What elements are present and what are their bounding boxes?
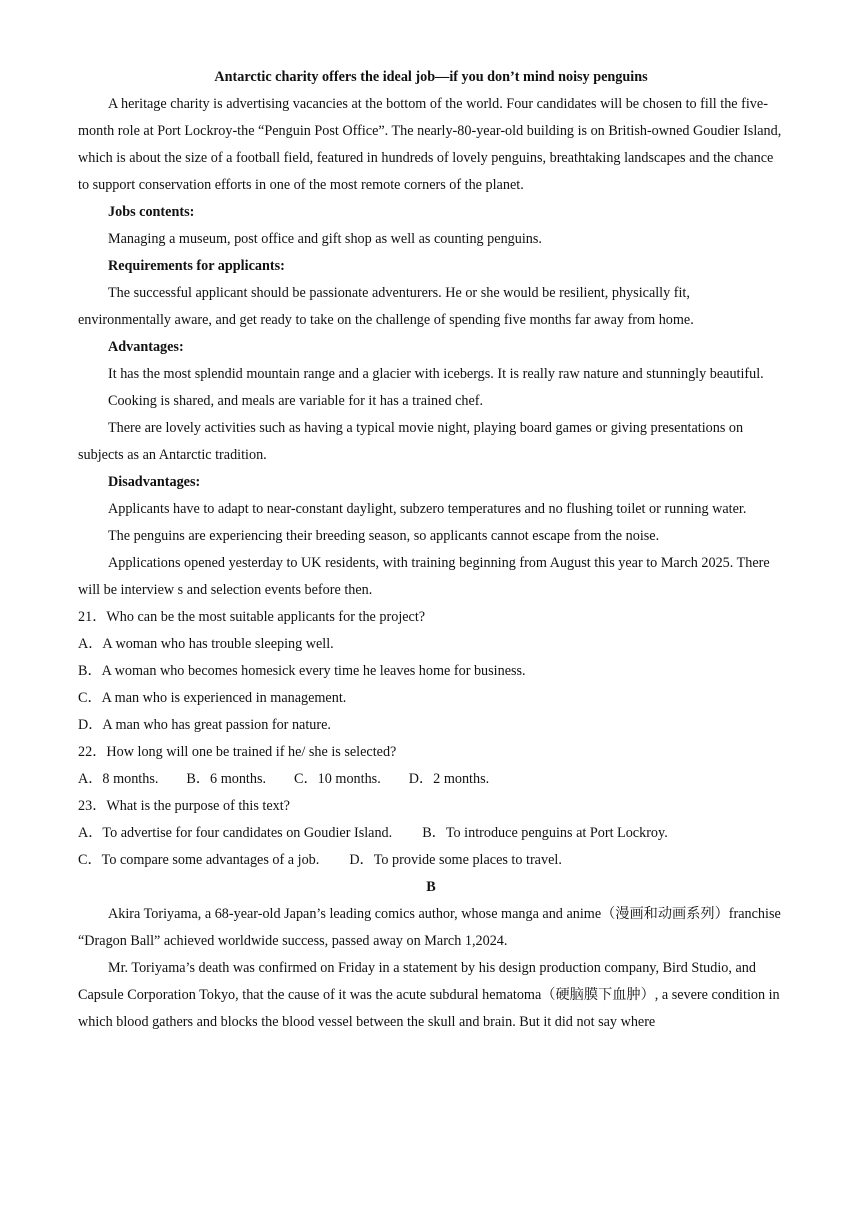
answer-option: C．To compare some advantages of a job. [78,852,320,868]
question-stem: 21．Who can be the most suitable applicants for the project? [78,609,426,625]
document-page [78,64,784,1036]
passage-b-paragraph: Mr. Toriyama’s death was confirmed on Friday in a statement by his design production company, Bird Studio, and Capsule Corporation Tokyo, that the cause of it was the acute subdural hematoma（硬脑膜下血肿）, a severe condition in which blood gathers and blocks the blood vessel between the skull and brain. But it did not say where [78,960,780,1030]
answer-option: D．A man who has great passion for nature. [78,717,331,733]
closing-paragraph: Applications opened yesterday to UK residents, with training beginning from August this year to March 2025. There will be interview s and selection events before then. [78,555,770,598]
requirements-heading: Requirements for applicants: [108,258,285,274]
intro-paragraph: A heritage charity is advertising vacancies at the bottom of the world. Four candidates will be chosen to fill the five-month role at Port Lockroy-the “Penguin Post Office”. The nearly-80-year-old building is on British-owned Goudier Island, which is about the size of a football field, featured in hundreds of lovely penguins, breathtaking landscapes and the chance to support conservation efforts in one of the most remote corners of the planet. [78,96,782,193]
question-stem: 22．How long will one be trained if he/ she is selected? [78,744,397,760]
answer-option: B．To introduce penguins at Port Lockroy. [422,825,668,841]
disadvantage-paragraph: The penguins are experiencing their breeding season, so applicants cannot escape from the noise. [108,528,660,544]
advantage-paragraph: It has the most splendid mountain range and a glacier with icebergs. It is really raw nature and stunningly beautiful. [108,366,764,382]
jobs-heading: Jobs contents: [108,204,195,220]
answer-option: B．6 months. [186,771,267,787]
answer-option: C．A man who is experienced in management. [78,690,347,706]
disadvantage-paragraph: Applicants have to adapt to near-constant daylight, subzero temperatures and no flushing toilet or running water. [108,501,747,517]
advantages-heading: Advantages: [108,339,184,355]
advantage-paragraph: There are lovely activities such as having a typical movie night, playing board games or giving presentations on subjects as an Antarctic tradition. [78,420,744,463]
requirements-text: The successful applicant should be passionate adventurers. He or she would be resilient, physically fit, environmentally aware, and get ready to take on the challenge of spending five months far away from home. [78,285,694,328]
disadvantages-heading: Disadvantages: [108,474,201,490]
question-stem: 23．What is the purpose of this text? [78,798,290,814]
answer-options-row [78,820,784,847]
answer-options-row [78,847,784,874]
section-heading: B [426,879,436,895]
answer-option: A．8 months. [78,771,159,787]
jobs-text: Managing a museum, post office and gift shop as well as counting penguins. [108,231,542,247]
answer-option: C．10 months. [294,771,381,787]
answer-option: D．2 months. [408,771,490,787]
answer-option: D．To provide some places to travel. [349,852,562,868]
answer-options-row [78,766,784,793]
answer-option: A．To advertise for four candidates on Goudier Island. [78,825,393,841]
passage-b-paragraph: Akira Toriyama, a 68-year-old Japan’s leading comics author, whose manga and anime（漫画和动画系列）franchise “Dragon Ball” achieved worldwide success, passed away on March 1,2024. [78,906,781,949]
advantage-paragraph: Cooking is shared, and meals are variable for it has a trained chef. [108,393,484,409]
passage-title: Antarctic charity offers the ideal job—if you don’t mind noisy penguins [214,69,648,85]
answer-option: B．A woman who becomes homesick every time he leaves home for business. [78,663,526,679]
answer-option: A．A woman who has trouble sleeping well. [78,636,334,652]
